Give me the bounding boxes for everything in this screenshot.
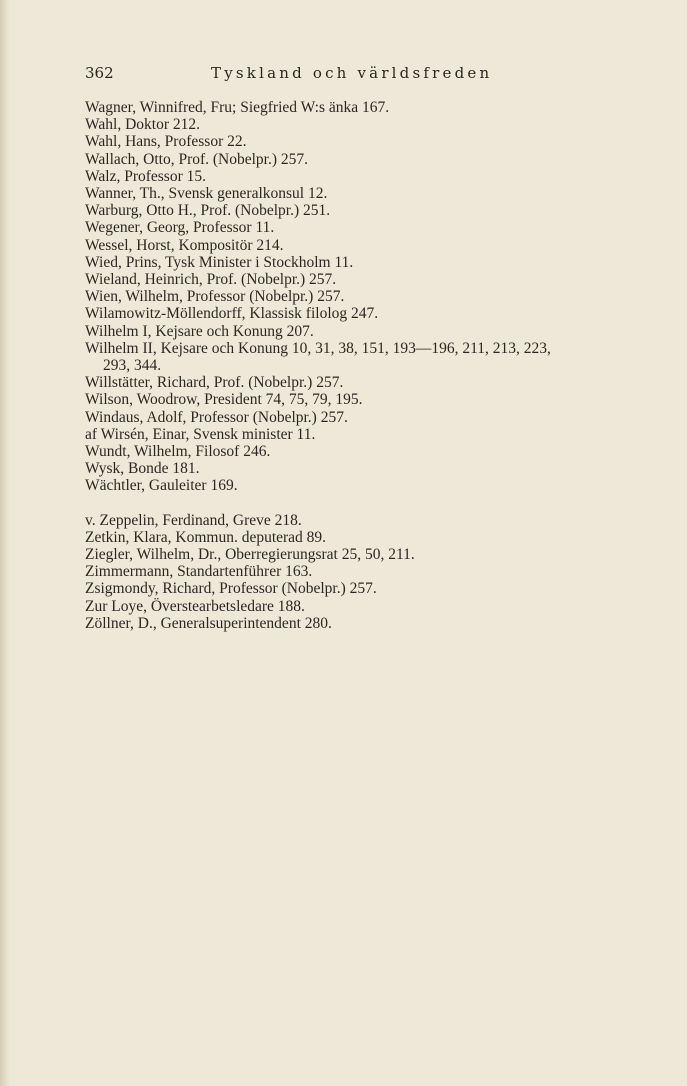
index-entry: Wundt, Wilhelm, Filosof 246. bbox=[85, 443, 271, 461]
section-gap bbox=[85, 495, 645, 512]
index-entry: Wilhelm I, Kejsare och Konung 207. bbox=[85, 322, 314, 340]
index-entry: Wanner, Th., Svensk generalkonsul 12. bbox=[85, 185, 328, 203]
index-entry: Zimmermann, Standartenführer 163. bbox=[85, 563, 313, 581]
index-entries bbox=[85, 99, 645, 632]
running-title: Tyskland och världsfreden bbox=[211, 64, 493, 82]
index-entry: Willstätter, Richard, Prof. (Nobelpr.) 257. bbox=[85, 374, 344, 392]
index-entry: Zur Loye, Överstearbetsledare 188. bbox=[85, 597, 305, 615]
index-entry: Ziegler, Wilhelm, Dr., Oberregierungsrat 25, 50, 211. bbox=[85, 546, 415, 564]
index-entry: Wilamowitz-Möllendorff, Klassisk filolog 247. bbox=[85, 305, 379, 323]
index-entry: Wagner, Winnifred, Fru; Siegfried W:s änka 167. bbox=[85, 99, 390, 116]
index-entry: Wien, Wilhelm, Professor (Nobelpr.) 257. bbox=[85, 288, 345, 306]
index-entry: Wilhelm II, Kejsare och Konung 10, 31, 38, 151, 193—196, 211, 213, 223, bbox=[85, 339, 551, 357]
index-entry: Wieland, Heinrich, Prof. (Nobelpr.) 257. bbox=[85, 271, 337, 289]
page-number: 362 bbox=[85, 64, 114, 82]
index-entry: Wysk, Bonde 181. bbox=[85, 460, 200, 478]
index-entry: Warburg, Otto H., Prof. (Nobelpr.) 251. bbox=[85, 202, 331, 220]
index-entry: Zöllner, D., Generalsuperintendent 280. bbox=[85, 614, 332, 632]
index-entry: v. Zeppelin, Ferdinand, Greve 218. bbox=[85, 511, 302, 529]
index-entry-continuation: 293, 344. bbox=[103, 357, 162, 375]
index-entry: Wegener, Georg, Professor 11. bbox=[85, 219, 275, 237]
index-entry: Wächtler, Gauleiter 169. bbox=[85, 477, 238, 495]
page-spine-shadow bbox=[0, 0, 10, 1086]
index-entry: Walz, Professor 15. bbox=[85, 167, 207, 185]
index-entry: Zetkin, Klara, Kommun. deputerad 89. bbox=[85, 528, 327, 546]
index-entry: Wahl, Hans, Professor 22. bbox=[85, 133, 247, 151]
index-entry: Wahl, Doktor 212. bbox=[85, 116, 200, 134]
index-entry: af Wirsén, Einar, Svensk minister 11. bbox=[85, 425, 316, 443]
index-entry: Wied, Prins, Tysk Minister i Stockholm 11. bbox=[85, 253, 354, 271]
index-entry: Windaus, Adolf, Professor (Nobelpr.) 257. bbox=[85, 408, 348, 426]
index-entry: Zsigmondy, Richard, Professor (Nobelpr.) 257. bbox=[85, 580, 377, 598]
index-entry: Wilson, Woodrow, President 74, 75, 79, 195. bbox=[85, 391, 363, 409]
index-entry: Wallach, Otto, Prof. (Nobelpr.) 257. bbox=[85, 150, 309, 168]
index-entry: Wessel, Horst, Kompositör 214. bbox=[85, 236, 284, 254]
